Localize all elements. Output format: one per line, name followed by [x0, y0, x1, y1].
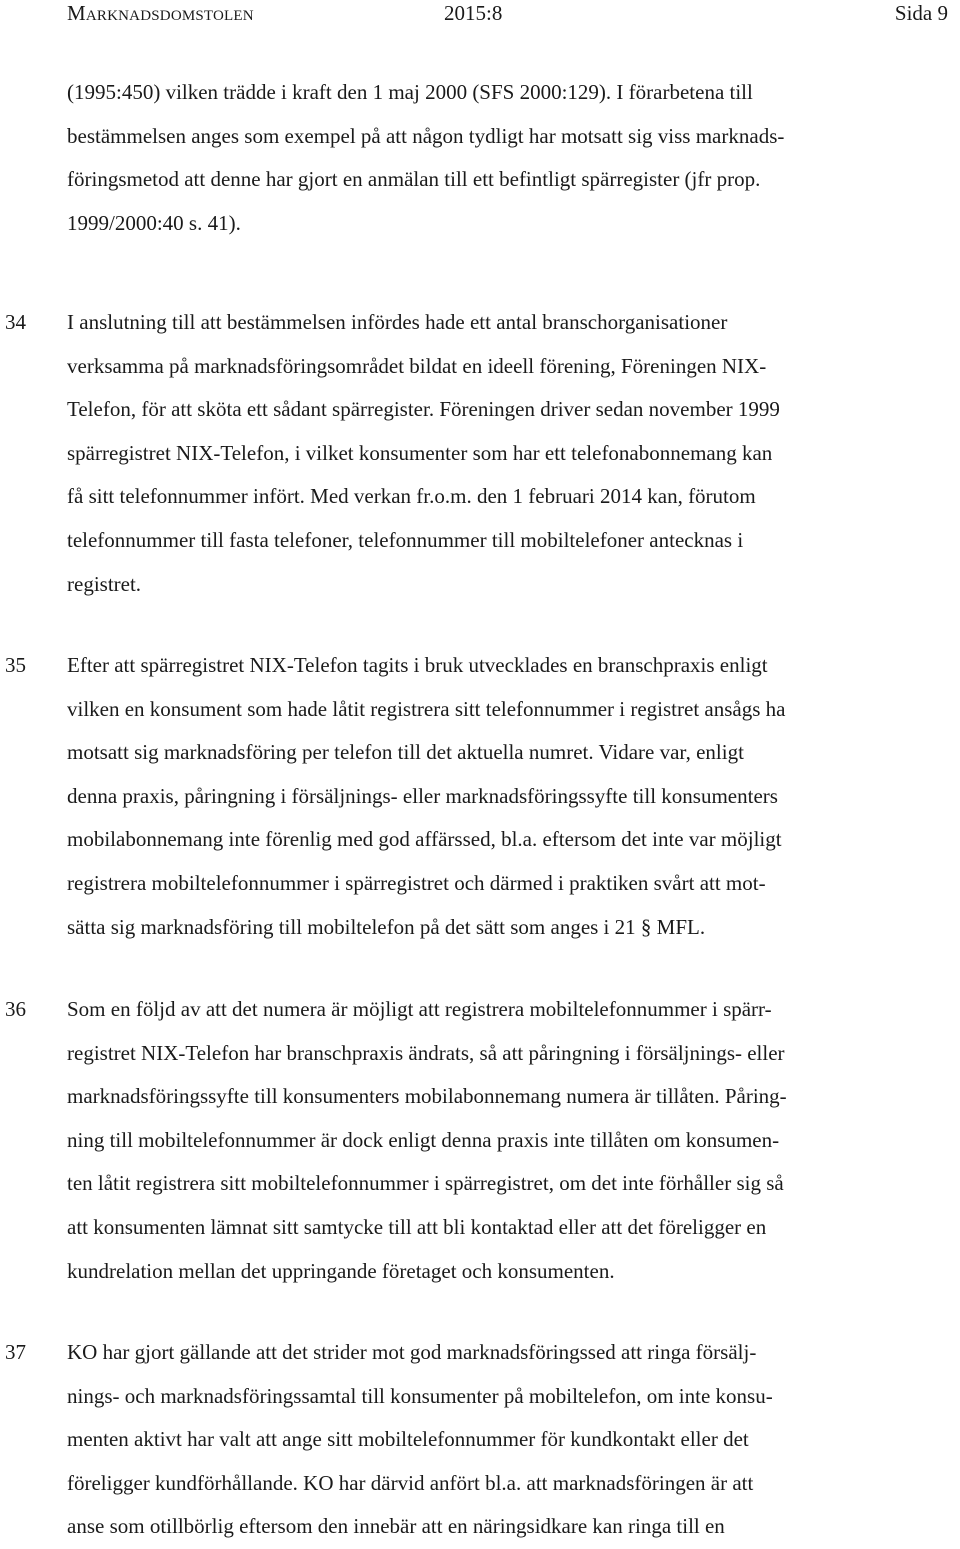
paragraph-35 — [67, 644, 939, 949]
text-line: Som en följd av att det numera är möjligt att registrera mobiltelefonnummer i spärr- — [67, 997, 772, 1021]
paragraph-continuation — [67, 71, 939, 245]
text-line: kundrelation mellan det uppringande företaget och konsumenten. — [67, 1258, 615, 1283]
text-line: registret. — [67, 571, 142, 596]
paragraph-37 — [67, 1331, 939, 1549]
text-line: få sitt telefonnummer infört. Med verkan fr.o.m. den 1 februari 2014 kan, förutom — [67, 484, 756, 509]
text-line: registret NIX-Telefon har branschpraxis ändrats, så att påringning i försäljnings- eller — [67, 1040, 785, 1065]
text-line: att konsumenten lämnat sitt samtycke till att bli kontaktad eller att det föreligger en — [67, 1214, 767, 1239]
text-line: vilken en konsument som hade låtit registrera sitt telefonnummer i registret ansågs ha — [67, 696, 786, 721]
paragraph-number: 37 — [5, 1340, 26, 1364]
text-line: KO har gjort gällande att det strider mot god marknadsföringssed att ringa försälj- — [67, 1340, 757, 1364]
text-line: bestämmelsen anges som exempel på att någon tydligt har motsatt sig viss marknads- — [67, 123, 785, 148]
case-number: 2015:8 — [444, 1, 503, 25]
text-line: mobilabonnemang inte förenlig med god affärssed, bl.a. eftersom det inte var möjligt — [67, 827, 782, 852]
text-line: denna praxis, påringning i försäljnings- eller marknadsföringssyfte till konsumenters — [67, 783, 778, 808]
text-line: Telefon, för att sköta ett sådant spärregister. Föreningen driver sedan november 1999 — [67, 397, 780, 422]
text-line: ning till mobiltelefonnummer är dock enligt denna praxis inte tillåten om konsumen- — [67, 1127, 780, 1152]
text-line: föringsmetod att denne har gjort en anmälan till ett befintligt spärregister (jfr prop. — [67, 167, 761, 192]
paragraph-number: 36 — [5, 997, 26, 1021]
paragraph-34 — [67, 301, 939, 606]
paragraph-36 — [67, 988, 939, 1293]
text-line: registrera mobiltelefonnummer i spärregistret och därmed i praktiken svårt att mot- — [67, 870, 766, 895]
text-line: spärregistret NIX-Telefon, i vilket konsumenter som har ett telefonabonnemang kan — [67, 440, 773, 465]
text-line: verksamma på marknadsföringsområdet bildat en ideell förening, Föreningen NIX- — [67, 353, 767, 378]
text-line: marknadsföringssyfte till konsumenters mobilabonnemang numera är tillåten. Påring- — [67, 1084, 787, 1109]
text-line: menten aktivt har valt att ange sitt mobiltelefonnummer för kundkontakt eller det — [67, 1427, 749, 1452]
page-header — [0, 0, 960, 26]
text-line: Efter att spärregistret NIX-Telefon tagits i bruk utvecklades en branschpraxis enligt — [67, 653, 768, 677]
text-line: 1999/2000:40 s. 41). — [67, 210, 241, 235]
text-line: föreligger kundförhållande. KO har därvid anfört bl.a. att marknadsföringen är att — [67, 1470, 754, 1495]
text-line: (1995:450) vilken trädde i kraft den 1 maj 2000 (SFS 2000:129). I förarbetena till — [67, 80, 753, 104]
text-line: sätta sig marknadsföring till mobiltelefon på det sätt som anges i 21 § MFL. — [67, 914, 706, 939]
paragraph-number: 34 — [5, 310, 26, 334]
text-line: anse som otillbörlig eftersom den innebär att en näringsidkare kan ringa till en — [67, 1514, 725, 1539]
court-name: Marknadsdomstolen — [67, 1, 254, 25]
text-line: motsatt sig marknadsföring per telefon till det aktuella numret. Vidare var, enligt — [67, 740, 744, 765]
text-line: nings- och marknadsföringssamtal till konsumenter på mobiltelefon, om inte konsu- — [67, 1383, 773, 1408]
paragraph-number: 35 — [5, 653, 26, 677]
page-number: Sida 9 — [894, 1, 948, 25]
text-line: ten låtit registrera sitt mobiltelefonnummer i spärregistret, om det inte förhåller sig så — [67, 1171, 784, 1196]
text-line: telefonnummer till fasta telefoner, telefonnummer till mobiltelefoner antecknas i — [67, 527, 744, 552]
text-line: I anslutning till att bestämmelsen infördes hade ett antal branschorganisationer — [67, 310, 728, 334]
